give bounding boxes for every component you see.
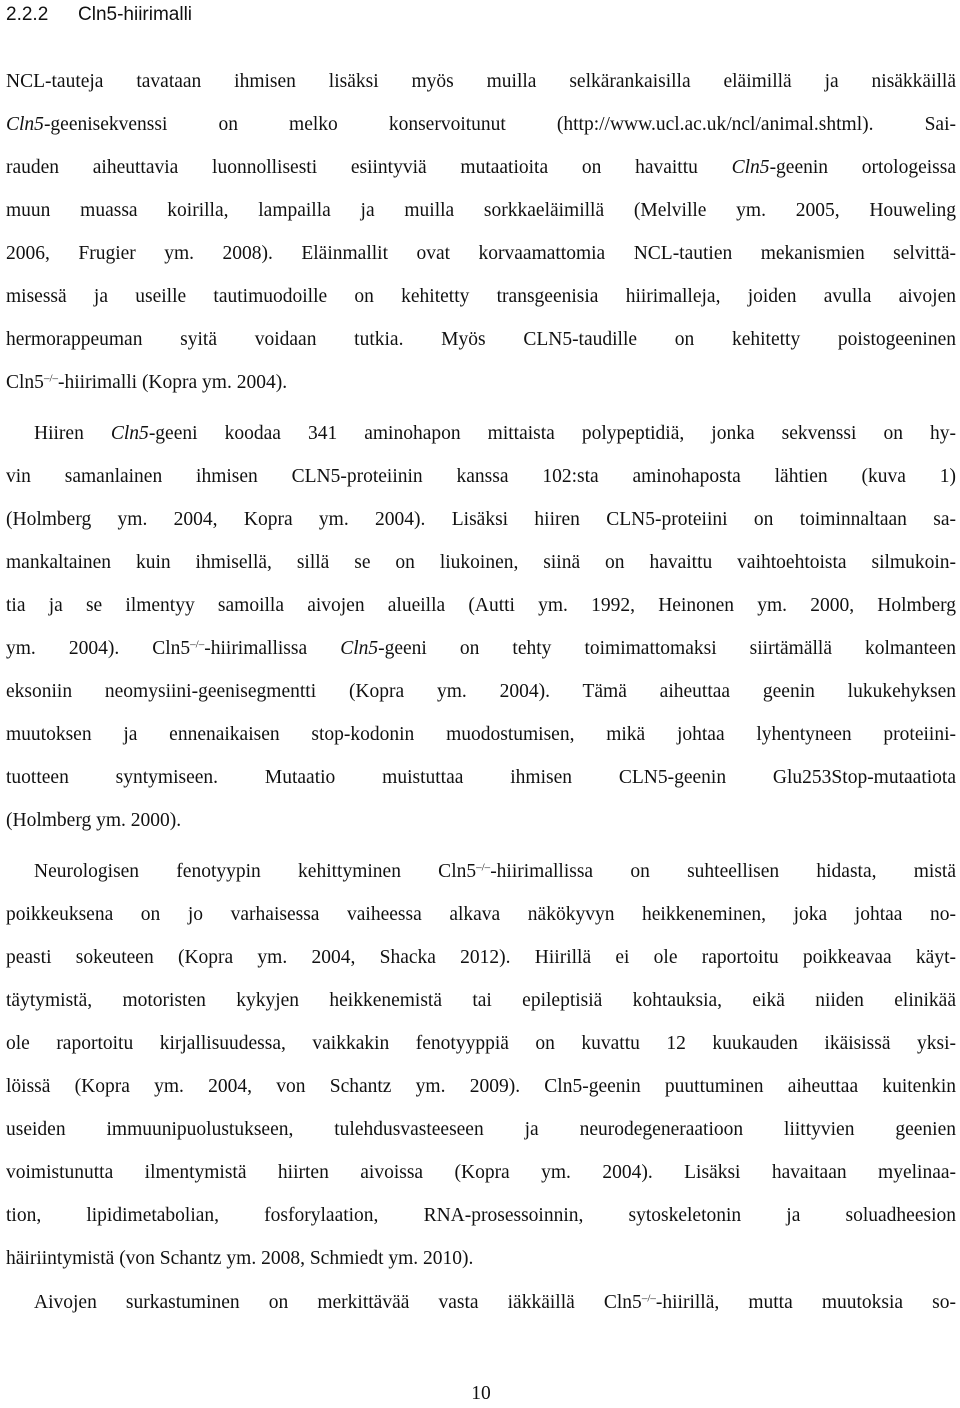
text-line [6,282,956,312]
text-segment: -geeni koodaa 341 aminohapon mittaista polypeptidiä, jonka sekvenssi on hy- [148,423,956,444]
text-line [6,1115,956,1145]
text-segment: eksoniin neomysiini-geenisegmentti (Kopra ym. 2004). Tämä aiheuttaa geenin lukukehyksen [6,681,956,702]
text-line [6,1244,956,1274]
text-line [6,943,956,973]
text-line [6,67,956,97]
text-line [6,462,956,492]
text-segment: -geenisekvenssi on melko konservoitunut (http://www.ucl.ac.uk/ncl/animal.shtml). Sai- [43,114,956,135]
text-segment: muutoksen ja ennenaikaisen stop-kodonin muodostumisen, mikä johtaa lyhentyneen proteiini- [6,724,956,745]
text-segment: Cln5 [6,372,44,393]
text-segment: Hiiren [34,423,111,444]
text-segment: täytymistä, motoristen kykyjen heikkenemistä tai epileptisiä kohtauksia, eikä niiden elinikää [6,990,956,1011]
text-segment: useiden immuunipuolustukseen, tulehdusvasteeseen ja neurodegeneraatioon liittyvien geenien [6,1119,956,1140]
text-line [6,239,956,269]
text-line [6,505,956,535]
text-line [6,591,956,621]
text-line [6,110,956,140]
italic-gene-name: Cln5 [110,423,149,444]
text-line [6,196,956,226]
text-line [6,634,956,664]
text-line [6,900,956,930]
text-segment: -hiirillä, mutta muutoksia so- [655,1292,956,1313]
text-segment: Aivojen surkastuminen on merkittävää vasta iäkkäillä Cln5 [34,1292,642,1313]
text-line [6,1029,956,1059]
text-segment: -geenin ortologeissa [769,157,956,178]
section-number: 2.2.2 [6,4,49,25]
document-page [6,0,956,1408]
superscript: –/– [190,638,205,651]
text-segment: -hiirimalli (Kopra ym. 2004). [58,372,288,393]
text-segment: mankaltainen kuin ihmisellä, sillä se on liukoinen, siinä on havaittu vaihtoehtoista silmukoin- [6,552,956,573]
text-segment: misessä ja useille tautimuodoille on kehitetty transgeenisia hiirimalleja, joiden avulla aivojen [6,286,956,307]
text-segment: ole raportoitu kirjallisuudessa, vaikkakin fenotyyppiä on kuvattu 12 kuukauden ikäisissä yksi- [6,1033,956,1054]
text-segment: tia ja se ilmentyy samoilla aivojen alueilla (Autti ym. 1992, Heinonen ym. 2000, Holmberg [6,595,956,616]
page-number: 10 [471,1383,491,1404]
text-line [6,677,956,707]
superscript: –/– [641,1292,656,1305]
text-segment: vin samanlainen ihmisen CLN5-proteiinin kanssa 102:sta aminohaposta lähtien (kuva 1) [6,466,956,487]
italic-gene-name: Cln5 [340,638,379,659]
text-line [6,325,956,355]
text-segment: 2006, Frugier ym. 2008). Eläinmallit ovat korvaamattomia NCL-tautien mekanismien selvittä- [6,243,956,264]
text-line [6,806,956,836]
text-line [6,1201,956,1231]
text-line [6,857,956,887]
text-line [6,419,956,449]
text-segment: tion, lipidimetabolian, fosforylaation, RNA-prosessoinnin, sytoskeletonin ja soluadheesion [6,1205,956,1226]
text-segment: muun muassa koirilla, lampailla ja muilla sorkkaeläimillä (Melville ym. 2005, Houweling [6,200,956,221]
text-segment: ym. 2004). Cln5 [6,638,191,659]
text-segment: -hiirimallissa [204,638,341,659]
text-segment: rauden aiheuttavia luonnollisesti esiintyviä mutaatioita on havaittu [6,157,732,178]
text-line [6,153,956,183]
text-segment: poikkeuksena on jo varhaisessa vaiheessa alkava näkökyvyn heikkeneminen, joka johtaa no- [6,904,956,925]
text-line [6,1288,956,1318]
italic-gene-name: Cln5 [6,114,44,135]
text-segment: -geeni on tehty toimimattomaksi siirtämällä kolmanteen [378,638,956,659]
text-segment: peasti sokeuteen (Kopra ym. 2004, Shacka 2012). Hiirillä ei ole raportoitu poikkeavaa käyt- [6,947,956,968]
text-segment: voimistunutta ilmentymistä hiirten aivoissa (Kopra ym. 2004). Lisäksi havaitaan myelinaa- [6,1162,956,1183]
text-segment: hermorappeuman syitä voidaan tutkia. Myös CLN5-taudille on kehitetty poistogeeninen [6,329,956,350]
section-heading [6,2,192,28]
text-line [6,986,956,1016]
text-segment: -hiirimallissa on suhteellisen hidasta, mistä [490,861,956,882]
text-line [6,720,956,750]
italic-gene-name: Cln5 [731,157,770,178]
superscript: –/– [43,372,58,385]
text-segment: häiriintymistä (von Schantz ym. 2008, Schmiedt ym. 2010). [6,1248,474,1269]
superscript: –/– [476,861,491,874]
text-line [6,763,956,793]
text-segment: (Holmberg ym. 2000). [6,810,182,831]
text-line [6,548,956,578]
text-segment: löissä (Kopra ym. 2004, von Schantz ym. 2009). Cln5-geenin puuttuminen aiheuttaa kuitenkin [6,1076,956,1097]
section-title: Cln5-hiirimalli [78,4,193,25]
text-line [6,1072,956,1102]
text-segment: Neurologisen fenotyypin kehittyminen Cln5 [34,861,477,882]
text-segment: tuotteen syntymiseen. Mutaatio muistuttaa ihmisen CLN5-geenin Glu253Stop-mutaatiota [6,767,956,788]
text-line [6,1158,956,1188]
text-segment: (Holmberg ym. 2004, Kopra ym. 2004). Lisäksi hiiren CLN5-proteiini on toiminnaltaan sa- [6,509,956,530]
text-line [6,368,956,398]
text-segment: NCL-tauteja tavataan ihmisen lisäksi myös muilla selkärankaisilla eläimillä ja nisäkkäillä [6,71,956,92]
